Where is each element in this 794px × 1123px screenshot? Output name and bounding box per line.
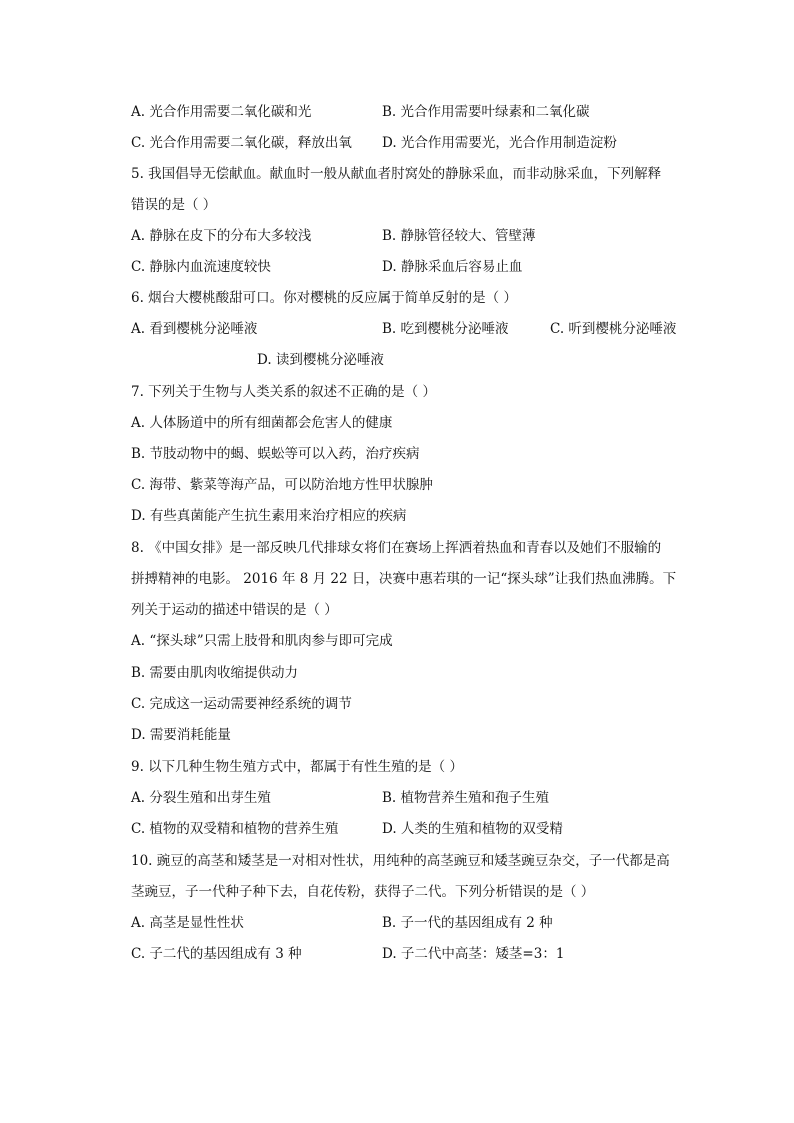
q7-stem-line1: 7. 下列关于生物与人类关系的叙述不正确的是（ ） — [131, 384, 436, 400]
q10-option-a: A. 高茎是显性性状 — [131, 915, 244, 931]
q8-stem-line1: 8. 《中国女排》是一部反映几代排球女将们在赛场上挥洒着热血和青春以及她们不服输的 — [131, 540, 662, 556]
q9-stem-line1: 9. 以下几种生物生殖方式中，都属于有性生殖的是（ ） — [131, 759, 463, 775]
carryover-option-c: C. 光合作用需要二氧化碳，释放出氧 — [131, 135, 352, 151]
carryover-option-d: D. 光合作用需要光，光合作用制造淀粉 — [382, 135, 617, 151]
q5-option-a: A. 静脉在皮下的分布大多较浅 — [131, 228, 312, 244]
q8-option-d: D. 需要消耗能量 — [131, 727, 231, 743]
q6-option-d: D. 读到樱桃分泌唾液 — [257, 352, 384, 368]
q8-stem-line2: 拼搏精神的电影。 2016 年 8 月 22 日，决赛中惠若琪的一记“探头球”让我们热血沸腾。下 — [131, 571, 677, 587]
q6-stem-line1: 6. 烟台大樱桃酸甜可口。你对樱桃的反应属于简单反射的是（ ） — [131, 290, 517, 306]
q6-option-b: B. 吃到樱桃分泌唾液 — [382, 321, 509, 337]
q9-option-b: B. 植物营养生殖和孢子生殖 — [382, 790, 550, 806]
q9-option-c: C. 植物的双受精和植物的营养生殖 — [131, 821, 339, 837]
q5-stem-line1: 5. 我国倡导无偿献血。献血时一般从献血者肘窝处的静脉采血，而非动脉采血，下列解释 — [131, 166, 662, 182]
q8-option-b: B. 需要由肌肉收缩提供动力 — [131, 665, 299, 681]
q5-stem-line2: 错误的是（ ） — [131, 197, 217, 213]
carryover-option-a: A. 光合作用需要二氧化碳和光 — [131, 104, 312, 120]
q10-option-b: B. 子一代的基因组成有 2 种 — [382, 915, 553, 931]
q5-option-d: D. 静脉采血后容易止血 — [382, 259, 523, 275]
q10-stem-line2: 茎豌豆，子一代种子种下去，自花传粉，获得子二代。下列分析错误的是（ ） — [131, 884, 595, 900]
q7-option-c: C. 海带、紫菜等海产品，可以防治地方性甲状腺肿 — [131, 477, 433, 493]
q6-option-c: C. 听到樱桃分泌唾液 — [550, 321, 677, 337]
q9-option-d: D. 人类的生殖和植物的双受精 — [382, 821, 563, 837]
q7-option-b: B. 节肢动物中的蝎、蜈蚣等可以入药，治疗疾病 — [131, 446, 420, 462]
q10-option-d: D. 子二代中高茎：矮茎=3：1 — [382, 946, 565, 962]
q8-stem-line3: 列关于运动的描述中错误的是（ ） — [131, 602, 338, 618]
q7-option-a: A. 人体肠道中的所有细菌都会危害人的健康 — [131, 415, 393, 431]
q10-stem-line1: 10. 豌豆的高茎和矮茎是一对相对性状，用纯种的高茎豌豆和矮茎豌豆杂交，子一代都是高 — [131, 853, 670, 869]
q6-option-a: A. 看到樱桃分泌唾液 — [131, 321, 258, 337]
q9-option-a: A. 分裂生殖和出芽生殖 — [131, 790, 271, 806]
carryover-option-b: B. 光合作用需要叶绿素和二氧化碳 — [382, 104, 590, 120]
q5-option-c: C. 静脉内血流速度较快 — [131, 259, 271, 275]
q8-option-a: A. “探头球”只需上肢骨和肌肉参与即可完成 — [131, 633, 393, 649]
q5-option-b: B. 静脉管径较大、管壁薄 — [382, 228, 536, 244]
q8-option-c: C. 完成这一运动需要神经系统的调节 — [131, 696, 352, 712]
q10-option-c: C. 子二代的基因组成有 3 种 — [131, 946, 302, 962]
q7-option-d: D. 有些真菌能产生抗生素用来治疗相应的疾病 — [131, 508, 407, 524]
